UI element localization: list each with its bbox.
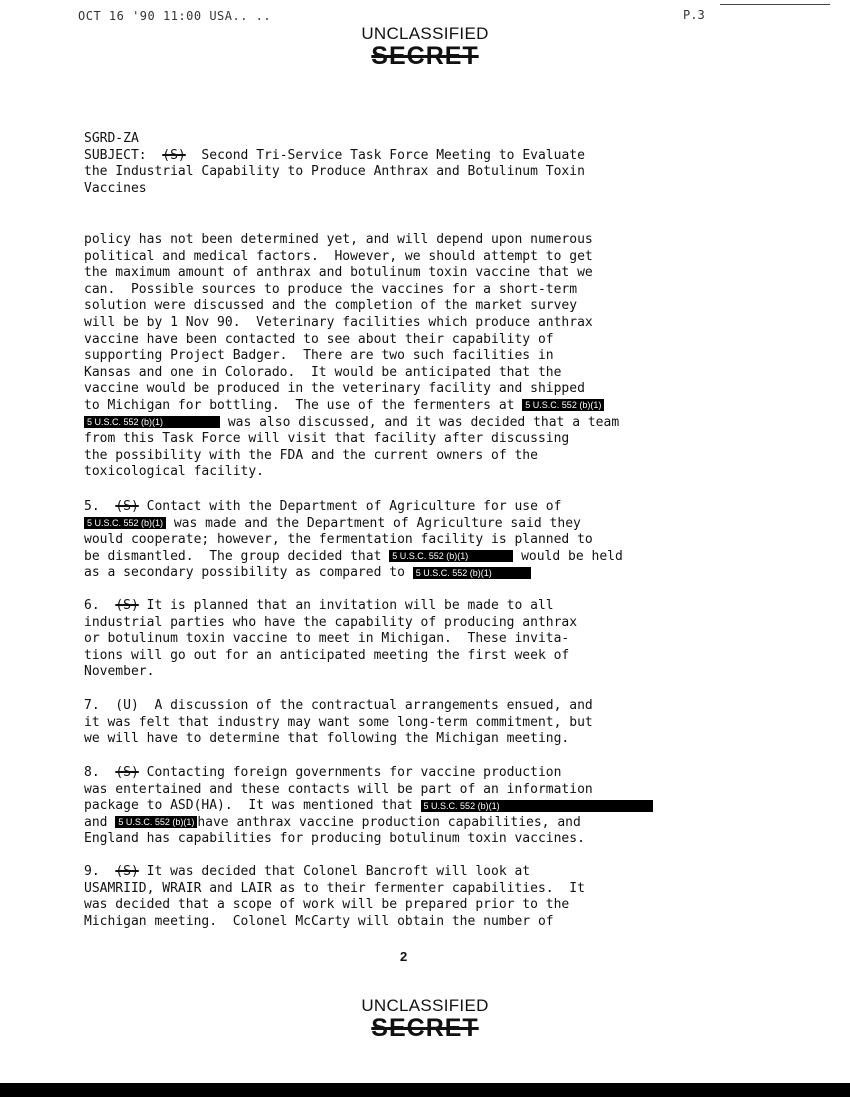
redaction-box: 5 U.S.C. 552 (b)(1) [413, 567, 531, 579]
classification-mark: (S) [115, 765, 139, 780]
text-segment: Contacting foreign governments for vaccine production [138, 765, 562, 780]
text-line: England has capabilities for producing botulinum toxin vaccines. [84, 831, 585, 847]
paragraph-5 [84, 499, 744, 582]
text-segment: was made and the Department of Agriculture said they [166, 515, 581, 531]
paragraph-number: 9. [84, 864, 100, 879]
text-segment: It is planned that an invitation will be made to all [138, 598, 554, 613]
classification-unclassified: UNCLASSIFIED [361, 996, 489, 1015]
fax-page-marker: P.3 [683, 8, 705, 22]
text-line [84, 598, 744, 615]
text-line: November. [84, 664, 155, 680]
text-line: the maximum amount of anthrax and botulinum toxin vaccine that we [84, 265, 593, 281]
text-line [84, 499, 744, 516]
text-line: or botulinum toxin vaccine to meet in Michigan. These invita- [84, 631, 570, 647]
fax-header: OCT 16 '90 11:00 USA.. .. [78, 9, 272, 23]
text-line: would cooperate; however, the fermentation facility is planned to [84, 532, 593, 548]
paragraph-number: 5. [84, 499, 100, 514]
classification-secret-struck: SECRET [371, 42, 479, 70]
text-line: political and medical factors. However, we should attempt to get [84, 248, 593, 264]
paragraph-8 [84, 765, 744, 848]
text-line: we will have to determine that following the Michigan meeting. [84, 731, 570, 747]
text-line [84, 864, 744, 881]
text-line: Michigan meeting. Colonel McCarty will obtain the number of [84, 913, 554, 929]
scan-edge-bar [0, 1083, 850, 1097]
redaction-box: 5 U.S.C. 552 (b)(1) [389, 550, 513, 562]
paragraph-number: 6. [84, 598, 100, 613]
text-segment: It was decided that Colonel Bancroft will look at [138, 864, 531, 879]
text-line: industrial parties who have the capability of producing anthrax [84, 614, 578, 630]
text-line: the possibility with the FDA and the current owners of the [84, 447, 538, 463]
text-line: vaccine would be produced in the veterinary facility and shipped [84, 381, 585, 397]
header-rule [720, 4, 830, 5]
paragraph-number: 8. [84, 765, 100, 780]
redaction-box: 5 U.S.C. 552 (b)(1) [522, 399, 604, 411]
text-line: it was felt that industry may want some long-term commitment, but [84, 714, 593, 730]
text-line [84, 415, 744, 432]
office-symbol: SGRD-ZA [84, 131, 139, 146]
subject-classification-mark: (S) [162, 147, 186, 163]
redaction-box: 5 U.S.C. 552 (b)(1) [421, 800, 653, 812]
page-number: 2 [400, 949, 408, 964]
paragraph-7 [84, 698, 744, 748]
paragraph-9 [84, 864, 744, 930]
classification-mark: (S) [115, 499, 139, 514]
subject-label: SUBJECT: [84, 147, 147, 163]
text-line [84, 765, 744, 782]
text-line [84, 798, 744, 815]
paragraph-6 [84, 598, 744, 681]
classification-secret-struck: SECRET [371, 1014, 479, 1042]
text-segment: would be held [513, 548, 623, 564]
text-segment: to Michigan for bottling. The use of the fermenters at [84, 397, 523, 413]
text-line: will be by 1 Nov 90. Veterinary facilities which produce anthrax [84, 314, 593, 330]
subject-text-3: Vaccines [84, 180, 147, 196]
text-segment: as a secondary possibility as compared to [84, 565, 413, 581]
text-line: toxicological facility. [84, 464, 265, 480]
text-line: can. Possible sources to produce the vaccines for a short-term [84, 281, 578, 297]
text-segment: and [84, 814, 116, 830]
text-line [84, 565, 744, 582]
text-line: from this Task Force will visit that facility after discussing [84, 431, 570, 447]
text-segment: Contact with the Department of Agriculture for use of [138, 499, 562, 514]
top-classification [300, 24, 550, 68]
text-line [84, 398, 744, 415]
bottom-classification [300, 996, 550, 1040]
redaction-box: 5 U.S.C. 552 (b)(1) [115, 816, 197, 828]
text-line: tions will go out for an anticipated meeting the first week of [84, 647, 570, 663]
text-line: supporting Project Badger. There are two such facilities in [84, 348, 554, 364]
text-line: USAMRIID, WRAIR and LAIR as to their fermenter capabilities. It [84, 880, 585, 896]
subject-text-1: Second Tri-Service Task Force Meeting to Evaluate [201, 147, 585, 163]
subject-line [84, 148, 744, 165]
classification-mark: (S) [115, 598, 139, 613]
text-segment: was also discussed, and it was decided that a team [220, 414, 620, 430]
text-segment: be dismantled. The group decided that [84, 548, 390, 564]
text-line: was entertained and these contacts will be part of an information [84, 781, 593, 797]
text-line [84, 815, 744, 832]
text-line: vaccine have been contacted to see about their capability of [84, 331, 554, 347]
text-line: solution were discussed and the completion of the market survey [84, 298, 578, 314]
paragraph-4-continued [84, 232, 744, 481]
text-line: policy has not been determined yet, and will depend upon numerous [84, 232, 593, 247]
text-segment: have anthrax vaccine production capabilities, and [197, 814, 581, 830]
classification-mark: (S) [115, 864, 139, 879]
memo-header [84, 131, 744, 197]
subject-text-2: the Industrial Capability to Produce Anthrax and Botulinum Toxin [84, 164, 585, 180]
text-line: Kansas and one in Colorado. It would be anticipated that the [84, 364, 562, 380]
text-line [84, 516, 744, 533]
redaction-box: 5 U.S.C. 552 (b)(1) [84, 517, 166, 529]
redaction-box: 5 U.S.C. 552 (b)(1) [84, 416, 220, 428]
text-segment: package to ASD(HA). It was mentioned that [84, 798, 421, 814]
text-line [84, 549, 744, 566]
text-line: was decided that a scope of work will be prepared prior to the [84, 897, 570, 913]
text-line: 7. (U) A discussion of the contractual arrangements ensued, and [84, 698, 593, 713]
classification-unclassified: UNCLASSIFIED [361, 24, 489, 43]
